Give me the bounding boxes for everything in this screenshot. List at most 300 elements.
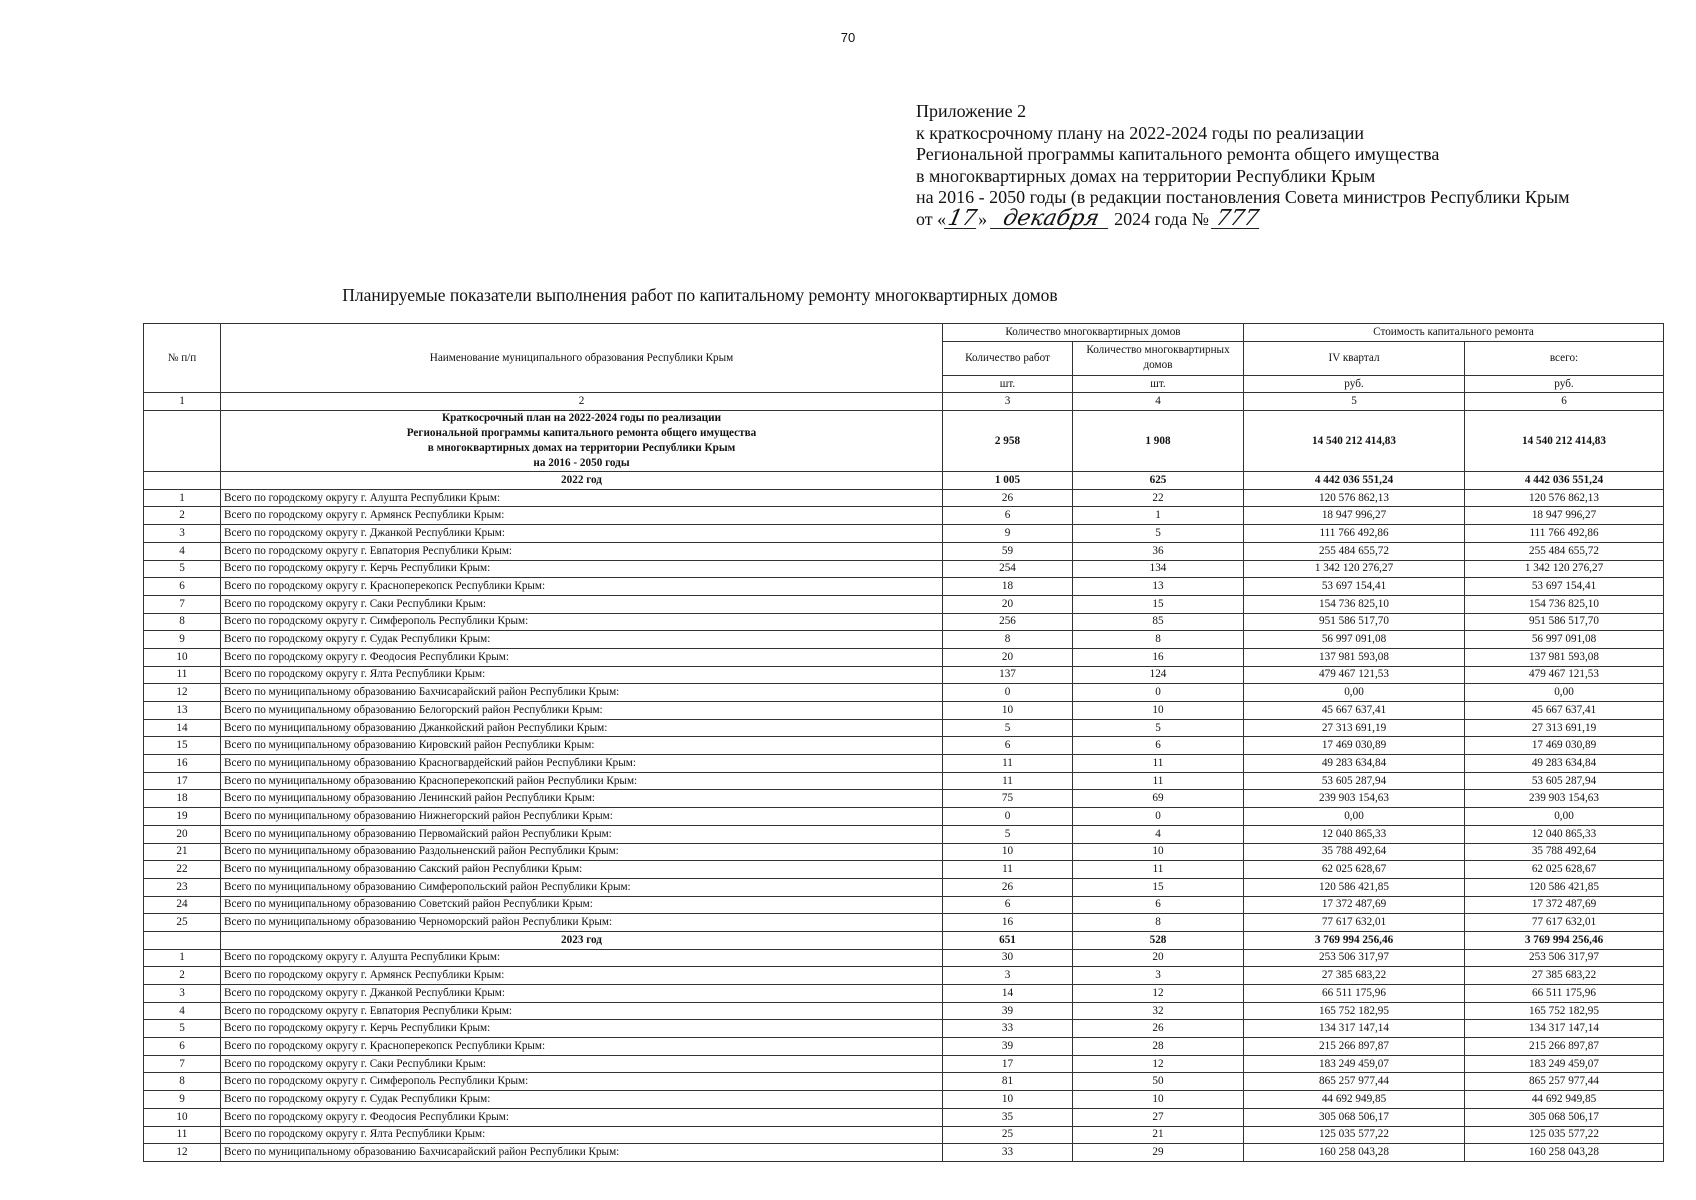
- header-cost-group: Стоимость капитального ремонта: [1244, 324, 1664, 342]
- row-q4: 183 249 459,07: [1244, 1055, 1465, 1073]
- row-works: 0: [943, 808, 1073, 826]
- year-num: [144, 931, 221, 949]
- row-q4: 154 736 825,10: [1244, 595, 1465, 613]
- document-title: Планируемые показатели выполнения работ по капитальному ремонту многоквартирных домов: [342, 285, 1058, 305]
- program-title-line: на 2016 - 2050 годы: [533, 457, 630, 470]
- row-works: 16: [943, 914, 1073, 932]
- row-houses: 29: [1073, 1144, 1244, 1162]
- row-total: 120 586 421,85: [1465, 878, 1664, 896]
- index-cell: 2: [221, 393, 943, 411]
- row-number: 7: [144, 595, 221, 613]
- row-houses: 13: [1073, 578, 1244, 596]
- row-municipality: Всего по городскому округу г. Саки Республики Крым:: [221, 1055, 943, 1073]
- row-number: 17: [144, 772, 221, 790]
- row-municipality: Всего по городскому округу г. Ялта Республики Крым:: [221, 666, 943, 684]
- row-q4: 951 586 517,70: [1244, 613, 1465, 631]
- row-number: 10: [144, 1108, 221, 1126]
- row-number: 19: [144, 808, 221, 826]
- row-number: 10: [144, 648, 221, 666]
- row-q4: 0,00: [1244, 808, 1465, 826]
- row-municipality: Всего по муниципальному образованию Бахчисарайский район Республики Крым:: [221, 1144, 943, 1162]
- row-q4: 111 766 492,86: [1244, 525, 1465, 543]
- row-works: 33: [943, 1144, 1073, 1162]
- row-works: 6: [943, 507, 1073, 525]
- row-q4: 160 258 043,28: [1244, 1144, 1465, 1162]
- row-works: 33: [943, 1020, 1073, 1038]
- row-number: 12: [144, 1144, 221, 1162]
- row-municipality: Всего по городскому округу г. Армянск Республики Крым:: [221, 967, 943, 985]
- appendix-date-line: [916, 205, 1570, 231]
- header-works: Количество работ: [943, 341, 1073, 375]
- row-number: 1: [144, 949, 221, 967]
- row-municipality: Всего по городскому округу г. Симферополь Республики Крым:: [221, 613, 943, 631]
- row-q4: 120 576 862,13: [1244, 489, 1465, 507]
- table-row: [144, 967, 1664, 985]
- table-row: [144, 772, 1664, 790]
- row-works: 3: [943, 967, 1073, 985]
- table-row: [144, 1108, 1664, 1126]
- row-municipality: Всего по муниципальному образованию Черноморский район Республики Крым:: [221, 914, 943, 932]
- program-q4: 14 540 212 414,83: [1244, 411, 1465, 472]
- row-total: 18 947 996,27: [1465, 507, 1664, 525]
- row-municipality: Всего по городскому округу г. Керчь Республики Крым:: [221, 1020, 943, 1038]
- row-q4: 66 511 175,96: [1244, 985, 1465, 1003]
- unit-houses: шт.: [1073, 375, 1244, 393]
- row-total: 154 736 825,10: [1465, 595, 1664, 613]
- row-municipality: Всего по муниципальному образованию Красногвардейский район Республики Крым:: [221, 755, 943, 773]
- row-municipality: Всего по городскому округу г. Феодосия Республики Крым:: [221, 648, 943, 666]
- row-total: 120 576 862,13: [1465, 489, 1664, 507]
- row-municipality: Всего по городскому округу г. Джанкой Республики Крым:: [221, 525, 943, 543]
- appendix-line-5: на 2016 - 2050 годы (в редакции постановления Совета министров Республики Крым: [916, 187, 1570, 208]
- row-number: 18: [144, 790, 221, 808]
- row-municipality: Всего по городскому округу г. Феодосия Республики Крым:: [221, 1108, 943, 1126]
- row-municipality: Всего по муниципальному образованию Джанкойский район Республики Крым:: [221, 719, 943, 737]
- table-row: [144, 896, 1664, 914]
- row-number: 4: [144, 542, 221, 560]
- row-q4: 0,00: [1244, 684, 1465, 702]
- index-cell: 1: [144, 393, 221, 411]
- table-row: [144, 489, 1664, 507]
- table-row: [144, 790, 1664, 808]
- row-municipality: Всего по муниципальному образованию Кировский район Республики Крым:: [221, 737, 943, 755]
- row-works: 18: [943, 578, 1073, 596]
- table-row: [144, 755, 1664, 773]
- row-municipality: Всего по муниципальному образованию Первомайский район Республики Крым:: [221, 825, 943, 843]
- row-works: 0: [943, 684, 1073, 702]
- program-total: 14 540 212 414,83: [1465, 411, 1664, 472]
- row-number: 3: [144, 525, 221, 543]
- row-q4: 45 667 637,41: [1244, 702, 1465, 720]
- row-total: 134 317 147,14: [1465, 1020, 1664, 1038]
- appendix-line-4: в многоквартирных домах на территории Республики Крым: [916, 165, 1376, 186]
- row-total: 44 692 949,85: [1465, 1091, 1664, 1109]
- row-works: 6: [943, 737, 1073, 755]
- handwritten-number: 777: [1211, 210, 1263, 229]
- row-q4: 305 068 506,17: [1244, 1108, 1465, 1126]
- row-total: 45 667 637,41: [1465, 702, 1664, 720]
- header-name: Наименование муниципального образования Республики Крым: [221, 324, 943, 393]
- row-works: 20: [943, 648, 1073, 666]
- row-works: 8: [943, 631, 1073, 649]
- row-houses: 8: [1073, 631, 1244, 649]
- row-total: 12 040 865,33: [1465, 825, 1664, 843]
- row-works: 59: [943, 542, 1073, 560]
- row-number: 2: [144, 507, 221, 525]
- header-num: № п/п: [144, 324, 221, 393]
- year-houses: 528: [1073, 931, 1244, 949]
- row-municipality: Всего по городскому округу г. Джанкой Республики Крым:: [221, 985, 943, 1003]
- row-total: 865 257 977,44: [1465, 1073, 1664, 1091]
- row-total: 125 035 577,22: [1465, 1126, 1664, 1144]
- table-row: [144, 1126, 1664, 1144]
- appendix-line-1: Приложение 2: [916, 101, 1027, 121]
- row-total: 255 484 655,72: [1465, 542, 1664, 560]
- row-total: 0,00: [1465, 808, 1664, 826]
- row-q4: 215 266 897,87: [1244, 1038, 1465, 1056]
- table-row: [144, 1091, 1664, 1109]
- table-row: [144, 648, 1664, 666]
- row-houses: 124: [1073, 666, 1244, 684]
- handwritten-month: декабря: [990, 210, 1112, 229]
- row-q4: 125 035 577,22: [1244, 1126, 1465, 1144]
- table-row: [144, 666, 1664, 684]
- row-works: 5: [943, 719, 1073, 737]
- year-total: 4 442 036 551,24: [1465, 472, 1664, 490]
- row-municipality: Всего по городскому округу г. Керчь Республики Крым:: [221, 560, 943, 578]
- table-row: [144, 525, 1664, 543]
- table-row: [144, 949, 1664, 967]
- row-number: 20: [144, 825, 221, 843]
- index-cell: 5: [1244, 393, 1465, 411]
- row-works: 26: [943, 489, 1073, 507]
- header-row-1: [144, 324, 1664, 342]
- row-works: 9: [943, 525, 1073, 543]
- row-houses: 28: [1073, 1038, 1244, 1056]
- row-works: 11: [943, 861, 1073, 879]
- table-row: [144, 861, 1664, 879]
- year-q4: 4 442 036 551,24: [1244, 472, 1465, 490]
- row-q4: 12 040 865,33: [1244, 825, 1465, 843]
- row-works: 26: [943, 878, 1073, 896]
- date-prefix: от «: [916, 208, 947, 229]
- row-works: 137: [943, 666, 1073, 684]
- row-houses: 10: [1073, 702, 1244, 720]
- row-total: 27 313 691,19: [1465, 719, 1664, 737]
- row-q4: 255 484 655,72: [1244, 542, 1465, 560]
- row-works: 6: [943, 896, 1073, 914]
- row-q4: 137 981 593,08: [1244, 648, 1465, 666]
- row-total: 111 766 492,86: [1465, 525, 1664, 543]
- row-total: 137 981 593,08: [1465, 648, 1664, 666]
- row-q4: 253 506 317,97: [1244, 949, 1465, 967]
- table-row: [144, 578, 1664, 596]
- row-number: 9: [144, 631, 221, 649]
- program-num: [144, 411, 221, 472]
- table-row: [144, 684, 1664, 702]
- row-total: 951 586 517,70: [1465, 613, 1664, 631]
- row-works: 81: [943, 1073, 1073, 1091]
- row-houses: 27: [1073, 1108, 1244, 1126]
- year-houses: 625: [1073, 472, 1244, 490]
- row-municipality: Всего по городскому округу г. Алушта Республики Крым:: [221, 489, 943, 507]
- row-houses: 1: [1073, 507, 1244, 525]
- row-number: 15: [144, 737, 221, 755]
- row-municipality: Всего по городскому округу г. Ялта Республики Крым:: [221, 1126, 943, 1144]
- row-q4: 17 372 487,69: [1244, 896, 1465, 914]
- table-row: [144, 702, 1664, 720]
- row-q4: 479 467 121,53: [1244, 666, 1465, 684]
- table-row: [144, 825, 1664, 843]
- row-number: 3: [144, 985, 221, 1003]
- row-number: 11: [144, 666, 221, 684]
- row-works: 17: [943, 1055, 1073, 1073]
- table-row: [144, 737, 1664, 755]
- row-houses: 11: [1073, 772, 1244, 790]
- row-houses: 85: [1073, 613, 1244, 631]
- header-q4: IV квартал: [1244, 341, 1465, 375]
- row-municipality: Всего по муниципальному образованию Раздольненский район Республики Крым:: [221, 843, 943, 861]
- capital-repair-table: [143, 323, 1664, 1162]
- row-total: 253 506 317,97: [1465, 949, 1664, 967]
- row-number: 14: [144, 719, 221, 737]
- table-row: [144, 808, 1664, 826]
- row-houses: 10: [1073, 1091, 1244, 1109]
- row-houses: 5: [1073, 525, 1244, 543]
- row-number: 12: [144, 684, 221, 702]
- row-municipality: Всего по городскому округу г. Симферополь Республики Крым:: [221, 1073, 943, 1091]
- row-q4: 35 788 492,64: [1244, 843, 1465, 861]
- row-municipality: Всего по муниципальному образованию Ленинский район Республики Крым:: [221, 790, 943, 808]
- year-num: [144, 472, 221, 490]
- row-q4: 77 617 632,01: [1244, 914, 1465, 932]
- header-houses-group: Количество многоквартирных домов: [943, 324, 1244, 342]
- row-q4: 120 586 421,85: [1244, 878, 1465, 896]
- row-q4: 62 025 628,67: [1244, 861, 1465, 879]
- table-row: [144, 985, 1664, 1003]
- table-row: [144, 507, 1664, 525]
- row-q4: 165 752 182,95: [1244, 1002, 1465, 1020]
- row-municipality: Всего по городскому округу г. Евпатория Республики Крым:: [221, 1002, 943, 1020]
- index-cell: 4: [1073, 393, 1244, 411]
- row-houses: 5: [1073, 719, 1244, 737]
- row-number: 13: [144, 702, 221, 720]
- row-number: 6: [144, 578, 221, 596]
- row-total: 160 258 043,28: [1465, 1144, 1664, 1162]
- row-total: 53 697 154,41: [1465, 578, 1664, 596]
- row-houses: 3: [1073, 967, 1244, 985]
- header-total: всего:: [1465, 341, 1664, 375]
- row-houses: 12: [1073, 1055, 1244, 1073]
- row-houses: 26: [1073, 1020, 1244, 1038]
- year-label: 2023 год: [221, 931, 943, 949]
- handwritten-day: 17: [945, 205, 980, 231]
- row-houses: 11: [1073, 861, 1244, 879]
- row-houses: 21: [1073, 1126, 1244, 1144]
- table-row: [144, 1038, 1664, 1056]
- row-houses: 22: [1073, 489, 1244, 507]
- index-cell: 3: [943, 393, 1073, 411]
- row-total: 479 467 121,53: [1465, 666, 1664, 684]
- row-total: 77 617 632,01: [1465, 914, 1664, 932]
- appendix-block: [916, 101, 1570, 231]
- row-number: 25: [144, 914, 221, 932]
- row-municipality: Всего по городскому округу г. Красноперекопск Республики Крым:: [221, 578, 943, 596]
- row-number: 9: [144, 1091, 221, 1109]
- row-municipality: Всего по городскому округу г. Евпатория Республики Крым:: [221, 542, 943, 560]
- row-municipality: Всего по муниципальному образованию Бахчисарайский район Республики Крым:: [221, 684, 943, 702]
- row-houses: 8: [1073, 914, 1244, 932]
- row-total: 53 605 287,94: [1465, 772, 1664, 790]
- row-municipality: Всего по городскому округу г. Армянск Республики Крым:: [221, 507, 943, 525]
- row-works: 39: [943, 1038, 1073, 1056]
- row-q4: 1 342 120 276,27: [1244, 560, 1465, 578]
- row-number: 16: [144, 755, 221, 773]
- row-q4: 239 903 154,63: [1244, 790, 1465, 808]
- row-total: 17 372 487,69: [1465, 896, 1664, 914]
- row-houses: 20: [1073, 949, 1244, 967]
- header-index-row: [144, 393, 1664, 411]
- row-q4: 56 997 091,08: [1244, 631, 1465, 649]
- row-works: 14: [943, 985, 1073, 1003]
- row-works: 10: [943, 843, 1073, 861]
- row-number: 5: [144, 560, 221, 578]
- table-row: [144, 542, 1664, 560]
- year-total-row: [144, 472, 1664, 490]
- row-houses: 16: [1073, 648, 1244, 666]
- row-houses: 32: [1073, 1002, 1244, 1020]
- program-total-row: [144, 411, 1664, 472]
- year-q4: 3 769 994 256,46: [1244, 931, 1465, 949]
- row-q4: 49 283 634,84: [1244, 755, 1465, 773]
- row-q4: 865 257 977,44: [1244, 1073, 1465, 1091]
- row-municipality: Всего по муниципальному образованию Красноперекопский район Республики Крым:: [221, 772, 943, 790]
- row-works: 256: [943, 613, 1073, 631]
- row-municipality: Всего по муниципальному образованию Белогорский район Республики Крым:: [221, 702, 943, 720]
- row-total: 62 025 628,67: [1465, 861, 1664, 879]
- row-municipality: Всего по городскому округу г. Саки Республики Крым:: [221, 595, 943, 613]
- row-works: 39: [943, 1002, 1073, 1020]
- row-municipality: Всего по городскому округу г. Судак Республики Крым:: [221, 631, 943, 649]
- row-municipality: Всего по городскому округу г. Судак Республики Крым:: [221, 1091, 943, 1109]
- row-works: 5: [943, 825, 1073, 843]
- table-row: [144, 595, 1664, 613]
- row-q4: 53 605 287,94: [1244, 772, 1465, 790]
- row-houses: 6: [1073, 896, 1244, 914]
- row-total: 66 511 175,96: [1465, 985, 1664, 1003]
- table-row: [144, 631, 1664, 649]
- page-number: 70: [840, 30, 856, 45]
- row-number: 2: [144, 967, 221, 985]
- row-municipality: Всего по муниципальному образованию Сакский район Республики Крым:: [221, 861, 943, 879]
- row-works: 11: [943, 772, 1073, 790]
- table-row: [144, 1144, 1664, 1162]
- table-row: [144, 1020, 1664, 1038]
- row-total: 49 283 634,84: [1465, 755, 1664, 773]
- row-total: 305 068 506,17: [1465, 1108, 1664, 1126]
- row-houses: 134: [1073, 560, 1244, 578]
- table-row: [144, 1055, 1664, 1073]
- row-total: 183 249 459,07: [1465, 1055, 1664, 1073]
- table-row: [144, 1002, 1664, 1020]
- header-houses: Количество многоквартирных домов: [1073, 341, 1244, 375]
- row-total: 239 903 154,63: [1465, 790, 1664, 808]
- row-municipality: Всего по муниципальному образованию Симферопольский район Республики Крым:: [221, 878, 943, 896]
- appendix-line-3: Региональной программы капитального ремонта общего имущества: [916, 144, 1440, 165]
- program-title-line: в многоквартирных домах на территории Республики Крым: [427, 442, 736, 455]
- row-houses: 11: [1073, 755, 1244, 773]
- program-title: [221, 411, 943, 472]
- row-number: 22: [144, 861, 221, 879]
- table-row: [144, 719, 1664, 737]
- row-number: 5: [144, 1020, 221, 1038]
- row-houses: 15: [1073, 595, 1244, 613]
- row-municipality: Всего по муниципальному образованию Нижнегорский район Республики Крым:: [221, 808, 943, 826]
- row-municipality: Всего по городскому округу г. Алушта Республики Крым:: [221, 949, 943, 967]
- row-total: 1 342 120 276,27: [1465, 560, 1664, 578]
- year-works: 651: [943, 931, 1073, 949]
- program-title-line: Краткосрочный план на 2022-2024 годы по реализации: [441, 412, 722, 425]
- row-number: 6: [144, 1038, 221, 1056]
- row-total: 0,00: [1465, 684, 1664, 702]
- program-works: 2 958: [943, 411, 1073, 472]
- row-number: 4: [144, 1002, 221, 1020]
- row-houses: 0: [1073, 808, 1244, 826]
- row-houses: 0: [1073, 684, 1244, 702]
- unit-works: шт.: [943, 375, 1073, 393]
- row-number: 1: [144, 489, 221, 507]
- row-houses: 4: [1073, 825, 1244, 843]
- table-row: [144, 613, 1664, 631]
- index-cell: 6: [1465, 393, 1664, 411]
- row-houses: 6: [1073, 737, 1244, 755]
- row-q4: 53 697 154,41: [1244, 578, 1465, 596]
- row-number: 8: [144, 613, 221, 631]
- row-q4: 17 469 030,89: [1244, 737, 1465, 755]
- row-works: 30: [943, 949, 1073, 967]
- row-works: 10: [943, 702, 1073, 720]
- table-row: [144, 914, 1664, 932]
- row-total: 17 469 030,89: [1465, 737, 1664, 755]
- table-row: [144, 560, 1664, 578]
- unit-q4: руб.: [1244, 375, 1465, 393]
- row-number: 23: [144, 878, 221, 896]
- program-title-line: Региональной программы капитального ремонта общего имущества: [406, 427, 757, 440]
- row-number: 8: [144, 1073, 221, 1091]
- row-works: 35: [943, 1108, 1073, 1126]
- row-municipality: Всего по муниципальному образованию Советский район Республики Крым:: [221, 896, 943, 914]
- unit-total: руб.: [1465, 375, 1664, 393]
- row-works: 10: [943, 1091, 1073, 1109]
- row-number: 21: [144, 843, 221, 861]
- row-total: 35 788 492,64: [1465, 843, 1664, 861]
- year-total-row: [144, 931, 1664, 949]
- row-works: 25: [943, 1126, 1073, 1144]
- row-houses: 50: [1073, 1073, 1244, 1091]
- row-q4: 44 692 949,85: [1244, 1091, 1465, 1109]
- appendix-line-2: к краткосрочному плану на 2022-2024 годы по реализации: [916, 122, 1365, 143]
- row-municipality: Всего по городскому округу г. Красноперекопск Республики Крым:: [221, 1038, 943, 1056]
- row-houses: 10: [1073, 843, 1244, 861]
- row-number: 24: [144, 896, 221, 914]
- row-houses: 36: [1073, 542, 1244, 560]
- year-total: 3 769 994 256,46: [1465, 931, 1664, 949]
- row-works: 75: [943, 790, 1073, 808]
- row-houses: 15: [1073, 878, 1244, 896]
- row-total: 27 385 683,22: [1465, 967, 1664, 985]
- row-works: 20: [943, 595, 1073, 613]
- row-q4: 18 947 996,27: [1244, 507, 1465, 525]
